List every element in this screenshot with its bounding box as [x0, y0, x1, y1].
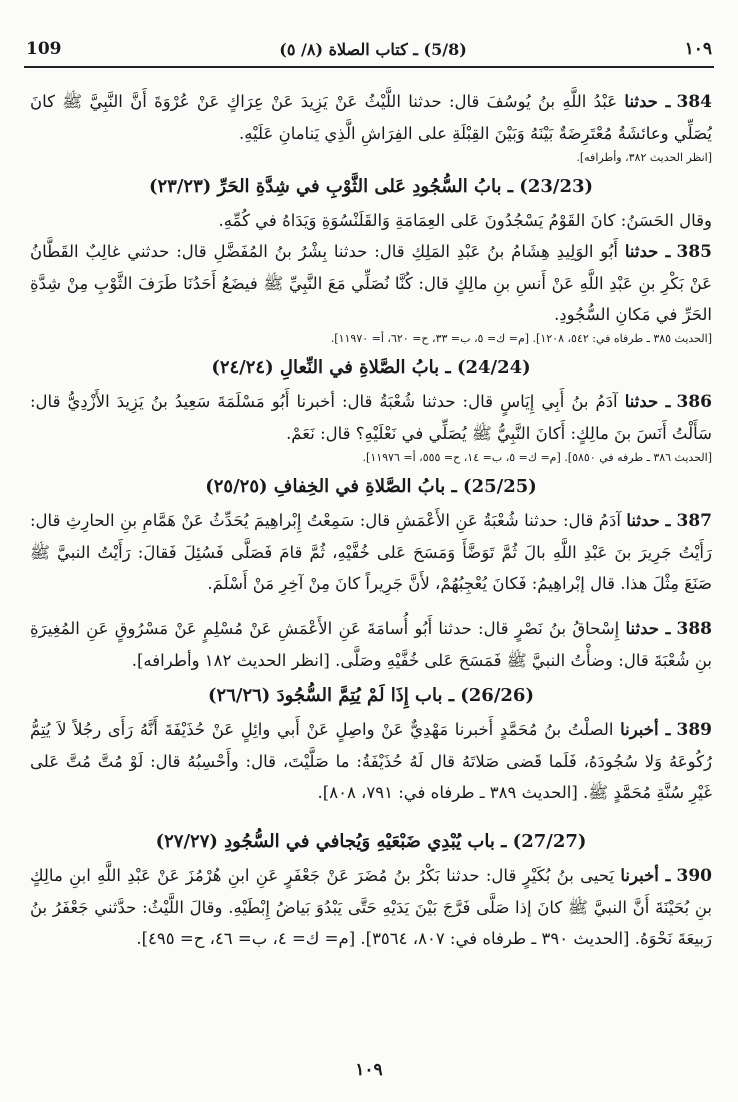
- hadith-text: وقال الحَسَنُ: كانَ القَوْمُ يَسْجُدُونَ عَلى العِمَامَةِ وَالقَلَنْسُوَةِ وَيَدَاهُ في كُمِّهِ.: [218, 211, 712, 230]
- hadith-paragraph: [30, 613, 712, 676]
- hadith-paragraph: [30, 86, 712, 149]
- page-content: [30, 86, 712, 1052]
- hadith-text: إِسْحاقُ بنُ نَصْرٍ قال: حدثنا أَبُو أُسامَةَ عَنِ الأَعْمَشِ عَنْ مُسْلِمٍ عَنْ مَسْرُوقٍ عَنِ المُغِيرَةِ بنِ شُعْبَةَ قال: وضأْتُ النبيَّ ﷺ فَمَسَحَ عَلى خُفَّيْهِ وصَلَّى. [انظر الحديث ١٨٢ وأطرافه].: [30, 619, 712, 670]
- page-number-right: ١٠٩: [684, 39, 712, 59]
- hadith-lead: ـ أخبرنا: [620, 720, 671, 739]
- hadith-lead: ـ حدثنا: [624, 242, 671, 261]
- header-rule: [24, 66, 714, 68]
- hadith-paragraph: [30, 505, 712, 599]
- page-footer-number: ١٠٩: [355, 1060, 383, 1080]
- hadith-reference: [الحديث ٣٨٦ ـ طرفه في ٥٨٥٠]. [م= ك= ٥، ب= ١٤، ح= ٥٥٥، أ= ١١٩٧٦].: [362, 451, 712, 464]
- hadith-text: أَبُو الوَلِيدِ هِشَامُ بنُ عَبْدِ المَلِكِ قال: حدثنا بِشْرُ بنُ المُفَضَّلِ قال: حدثني غالِبٌ القَطَّانُ عَنْ بَكْرِ بنِ عَبْدِ اللَّهِ عَنْ أَنسِ بنِ مالِكٍ قال: كُنَّا نُصَلِّي مَعَ النَّبِيِّ ﷺ فيضَعُ أَحَدُنَا طَرَفَ الثَّوْبِ مِنْ شِدَّةِ الحَرِّ في مَكانِ السُّجُودِ.: [30, 242, 712, 324]
- hadith-number: 384: [676, 92, 712, 112]
- hadith-paragraph: [30, 714, 712, 808]
- chapter-title: (5/8) ـ كتاب الصلاة (٨/ ٥): [279, 39, 467, 59]
- spacer: [30, 808, 712, 822]
- chapter-heading: (23/23) ـ بابُ السُّجُودِ عَلى الثَّوْبِ في شِدَّةِ الحَرِّ (٢٣/٢٣): [148, 176, 594, 197]
- chapter-heading: (26/26) ـ باب إِذَا لَمْ يُتِمَّ السُّجُودَ (٢٦/٢٦): [208, 685, 534, 706]
- page-number-left: 109: [26, 39, 62, 59]
- hadith-number: 387: [676, 511, 712, 531]
- hadith-lead: ـ حدثنا: [624, 92, 671, 111]
- hadith-paragraph: [30, 236, 712, 330]
- chapter-heading: (24/24) ـ بابُ الصَّلاةِ في النِّعالِ (٢٤/٢٤): [211, 357, 531, 378]
- chapter-heading: (27/27) ـ باب يُبْدِي ضَبْعَيْهِ وَيُجافي في السُّجُودِ (٢٧/٢٧): [155, 831, 587, 852]
- hadith-number: 388: [676, 619, 713, 639]
- hadith-text: عَبْدُ اللَّهِ بنُ يُوسُفَ قال: حدثنا اللَّيْثُ عَنْ يَزِيدَ عَنْ عِرَاكٍ عَنْ عُرْوَةَ أَنَّ النَّبِيَّ ﷺ كانَ يُصَلِّي وعائشَةُ مُعْتَرِضَةٌ بَيْنَهُ وَبَيْنَ القِبْلَةِ على الفِرَاشِ الَّذِي يَنامانِ عَلَيْهِ.: [30, 92, 712, 143]
- hadith-number: 386: [676, 392, 712, 412]
- page-header: [26, 34, 712, 64]
- hadith-number: 390: [676, 866, 712, 886]
- hadith-paragraph: [30, 860, 712, 954]
- hadith-text: الصلْتُ بنُ مُحَمَّدٍ أَخبرنا مَهْدِيٌّ عَنْ واصِلٍ عَنْ أَبي وائِلٍ عَنْ حُذَيْفَةَ أَنَّهُ رَأَى رجُلاً لاَ يُتِمُّ رُكُوعَهُ وَلا سُجُودَهُ، فَلَما قَضى صَلاتَهُ قال لَهُ حُذَيْفَةُ: ما صَلَّيْتَ، قال: وأَحْسِبُهُ قال: لَوْ مُتَّ مُتَّ عَلى غَيْرِ سُنَّةِ مُحَمَّدٍ ﷺ. [الحديث ٣٨٩ ـ طرفاه في: ٧٩١، ٨٠٨].: [30, 720, 712, 802]
- hadith-lead: ـ حدثنا: [626, 511, 671, 530]
- hadith-text: آدَمُ قال: حدثنا شُعْبَةُ عَنِ الأَعْمَشِ قال: سَمِعْتُ إِبْراهِيمَ يُحَدِّثُ عَنْ هَمَّامِ بنِ الحارِثِ قال: رَأَيْتُ جَرِيرَ بنَ عَبْدِ اللَّهِ بالَ ثُمَّ تَوَضَّأَ وَمَسَحَ عَلى خُفَّيْهِ، ثُمَّ قامَ فَصَلَّى فَسُئِلَ فَقالَ: رَأَيْتُ النبيَّ ﷺ صَنَعَ مِثْلَ هذا. قال إبْراهِيمُ: فَكانَ يُعْجِبُهُمْ، لأَنَّ جَرِيراً كانَ مِنْ آخِرِ مَنْ أَسْلَمَ.: [30, 511, 712, 593]
- hadith-lead: ـ أخبرنا: [620, 866, 671, 885]
- hadith-reference: [انظر الحديث ٣٨٢، وأطرافه].: [576, 151, 712, 164]
- hadith-reference: [الحديث ٣٨٥ ـ طرفاه في: ٥٤٢، ١٢٠٨]. [م= ك= ٥، ب= ٣٣، ح= ٦٢٠، أ= ١١٩٧٠].: [330, 332, 712, 345]
- hadith-paragraph: [30, 386, 712, 449]
- spacer: [30, 599, 712, 613]
- hadith-text: آدَمُ بنُ أَبِي إِيَاسٍ قال: حدثنا شُعْبَةُ قال: أخبرنا أَبُو مَسْلَمَةَ سَعِيدُ بنُ يَزِيدَ الأَزْدِيُّ قال: سَأَلْتُ أَنَسَ بنَ مالِكٍ: أَكانَ النَّبِيُّ ﷺ يُصَلِّي في نَعْلَيْهِ؟ قال: نَعَمْ.: [30, 392, 712, 443]
- hadith-number: 385: [676, 242, 712, 262]
- hadith-lead: ـ حدثنا: [624, 392, 671, 411]
- hadith-text: يَحيى بنُ بُكَيْرٍ قال: حدثنا بَكْرُ بنُ مُضَرَ عَنْ جَعْفَرٍ عَنِ ابنِ هُرْمُزَ عَنْ عَبْدِ اللَّهِ ابنِ مالِكٍ بنِ بُحَيْنَةَ أَنَّ النبيَّ ﷺ كانَ إذا صَلَّى فَرَّجَ بَيْنَ يَدَيْهِ حَتَّى يَبْدُوَ بَياضُ إِبْطَيْهِ. وقالَ اللَّيْثُ: حدَّثني جَعْفَرُ بنُ رَبيعَةَ نَحْوَهُ. [الحديث ٣٩٠ ـ طرفاه في: ٨٠٧، ٣٥٦٤]. [م= ك= ٤، ب= ٤٦، ح= ٤٩٥].: [30, 866, 712, 948]
- chapter-heading: (25/25) ـ بابُ الصَّلاةِ في الخِفافِ (٢٥/٢٥): [205, 476, 537, 497]
- hadith-lead: ـ حدثنا: [625, 619, 671, 638]
- hadith-number: 389: [676, 720, 712, 740]
- hadith-paragraph: [30, 205, 712, 236]
